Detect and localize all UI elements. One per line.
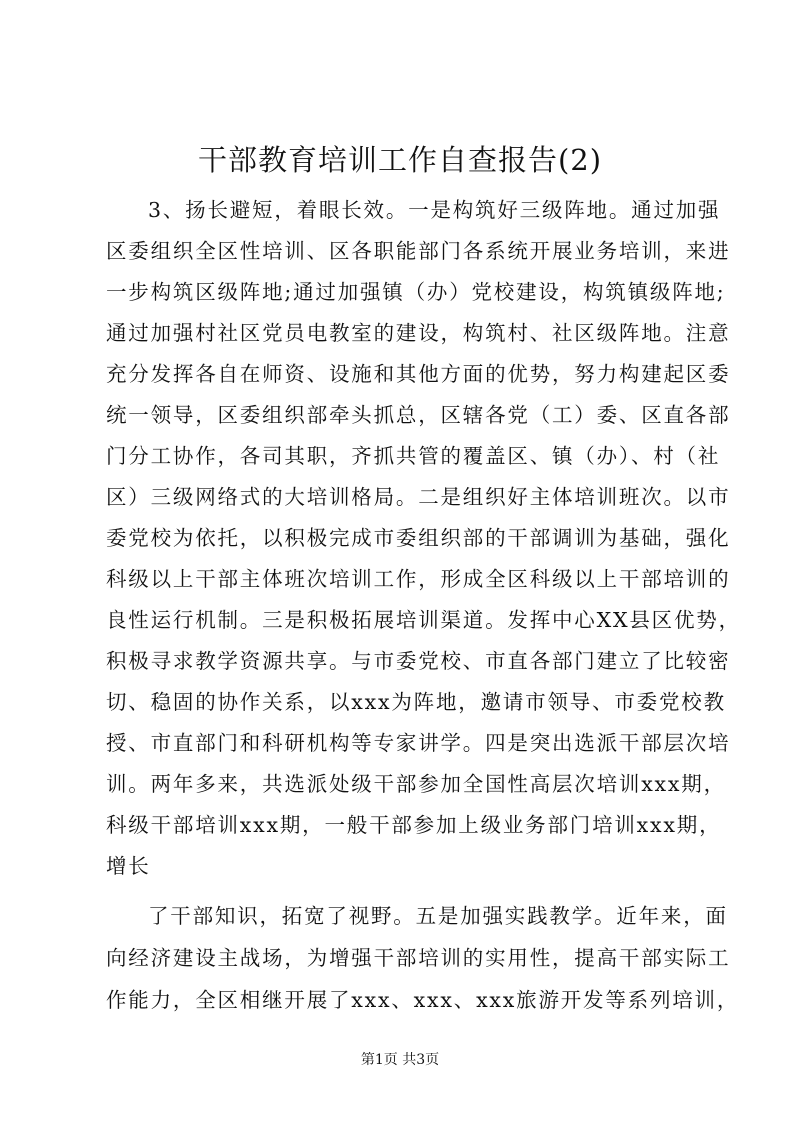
page-title: 干部教育培训工作自查报告(2) — [197, 143, 603, 177]
body-line: 了干部知识，拓宽了视野。五是加强实践教学。近年来，面 — [148, 904, 728, 928]
page-number: 第1页 共3页 — [360, 1052, 440, 1068]
body-line: 授、市直部门和科研机构等专家讲学。四是突出选派干部层次培 — [106, 731, 731, 755]
body-line: 向经济建设主战场，为增强干部培训的实用性，提高干部实际工 — [106, 946, 731, 970]
body-line: 区）三级网络式的大培训格局。二是组织好主体培训班次。以市 — [106, 485, 731, 509]
body-line: 门分工协作，各司其职，齐抓共管的覆盖区、镇（办）、村（社 — [106, 444, 721, 468]
body-line: 3、扬长避短，着眼长效。一是构筑好三级阵地。通过加强 — [148, 198, 721, 222]
body-line: 科级以上干部主体班次培训工作，形成全区科级以上干部培训的 — [106, 567, 731, 591]
body-line: 良性运行机制。三是积极拓展培训渠道。发挥中心XX县区优势， — [106, 608, 741, 632]
body-line: 作能力，全区相继开展了xxx、xxx、xxx旅游开发等系列培训， — [106, 988, 740, 1012]
body-line: 科级干部培训xxx期，一般干部参加上级业务部门培训xxx期， — [106, 813, 722, 837]
body-line: 统一领导，区委组织部牵头抓总，区辖各党（工）委、区直各部 — [106, 403, 731, 427]
body-line: 训。两年多来，共选派处级干部参加全国性高层次培训xxx期， — [106, 772, 726, 796]
body-line: 充分发挥各自在师资、设施和其他方面的优势，努力构建起区委 — [106, 362, 731, 386]
body-line: 一步构筑区级阵地;通过加强镇（办）党校建设，构筑镇级阵地; — [106, 280, 726, 304]
body-line: 通过加强村社区党员电教室的建设，构筑村、社区级阵地。注意 — [106, 321, 731, 345]
body-line: 增长 — [106, 854, 151, 878]
body-line: 积极寻求教学资源共享。与市委党校、市直各部门建立了比较密 — [106, 649, 731, 673]
body-line: 切、稳固的协作关系，以xxx为阵地，邀请市领导、市委党校教 — [106, 690, 726, 714]
body-line: 委党校为依托，以积极完成市委组织部的干部调训为基础，强化 — [106, 526, 731, 550]
body-line: 区委组织全区性培训、区各职能部门各系统开展业务培训，来进 — [106, 239, 731, 263]
